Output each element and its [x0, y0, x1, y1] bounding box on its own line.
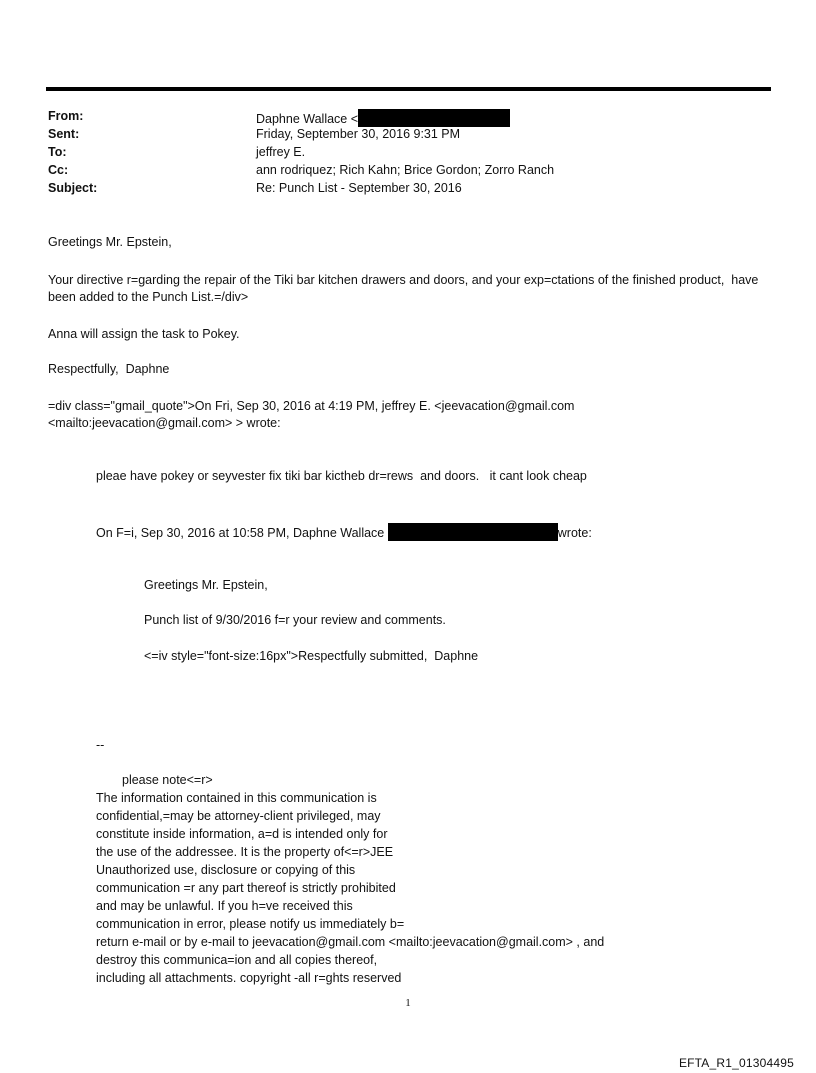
disclaimer-line: including all attachments. copyright -all r=ghts reserved [96, 971, 402, 985]
cc-row [48, 163, 768, 181]
disclaimer-line: constitute inside information, a=d is intended only for [96, 827, 388, 841]
cc-label: Cc: [48, 163, 69, 177]
reply-paragraph: Your directive r=garding the repair of the Tiki bar kitchen drawers and doors, and your exp=ctations of the finished product, have been added to the Punch List.=/div> [48, 273, 762, 304]
redaction-box [358, 109, 510, 127]
disclaimer-line: and may be unlawful. If you h=ve received this [96, 899, 353, 913]
disclaimer-line: The information contained in this communication is [96, 791, 377, 805]
page-number: 1 [405, 997, 411, 1009]
disclaimer-line: return e-mail or by e-mail to jeevacation@gmail.com <mailto:jeevacation@gmail.com> , and [96, 935, 605, 949]
disclaimer-line: confidential,=may be attorney-client privileged, may [96, 809, 381, 823]
sent-value: Friday, September 30, 2016 9:31 PM [256, 127, 461, 141]
quoted-message: pleae have pokey or seyvester fix tiki bar kictheb dr=rews and doors. it cant look cheap [96, 469, 587, 483]
to-row [48, 145, 768, 163]
header-rule [46, 87, 771, 91]
sent-label: Sent: [48, 127, 80, 141]
nested-signoff: <=iv style="font-size:16px">Respectfully submitted, Daphne [144, 649, 479, 663]
disclaimer-line: the use of the addressee. It is the property of<=r>JEE [96, 845, 394, 859]
from-value [256, 109, 510, 127]
please-note: please note<=r> [122, 773, 213, 787]
from-name: Daphne Wallace < [256, 112, 359, 126]
subject-value: Re: Punch List - September 30, 2016 [256, 181, 462, 195]
disclaimer-line: communication in error, please notify us immediately b= [96, 917, 405, 931]
cc-value: ann rodriquez; Rich Kahn; Brice Gordon; Zorro Ranch [256, 163, 555, 177]
disclaimer-line: communication =r any part thereof is strictly prohibited [96, 881, 396, 895]
quote-attribution [96, 523, 816, 541]
to-label: To: [48, 145, 67, 159]
disclaimer-line: Unauthorized use, disclosure or copying of this [96, 863, 356, 877]
signoff: Respectfully, Daphne [48, 362, 170, 376]
confidentiality-disclaimer [96, 789, 696, 987]
subject-row [48, 181, 768, 199]
task-assignment: Anna will assign the task to Pokey. [48, 327, 240, 341]
attribution-start: On F=i, Sep 30, 2016 at 10:58 PM, Daphne Wallace [96, 526, 385, 540]
sent-row [48, 127, 768, 145]
from-row [48, 109, 768, 127]
document-id: EFTA_R1_01304495 [678, 1056, 794, 1070]
email-header [48, 109, 768, 199]
to-value: jeffrey E. [256, 145, 306, 159]
disclaimer-line: destroy this communica=ion and all copies thereof, [96, 953, 378, 967]
nested-greeting: Greetings Mr. Epstein, [144, 578, 268, 592]
redaction-box [388, 523, 558, 541]
signature-separator: -- [96, 738, 105, 752]
attribution-end: wrote: [557, 526, 592, 540]
greeting: Greetings Mr. Epstein, [48, 235, 172, 249]
from-label: From: [48, 109, 84, 123]
subject-label: Subject: [48, 181, 98, 195]
nested-punch-list-line: Punch list of 9/30/2016 f=r your review and comments. [144, 613, 446, 627]
quote-intro: =div class="gmail_quote">On Fri, Sep 30, 2016 at 4:19 PM, jeffrey E. <jeevacation@gmail.com <mailto:jeevacation@gmail.com> > wrote: [48, 399, 578, 430]
